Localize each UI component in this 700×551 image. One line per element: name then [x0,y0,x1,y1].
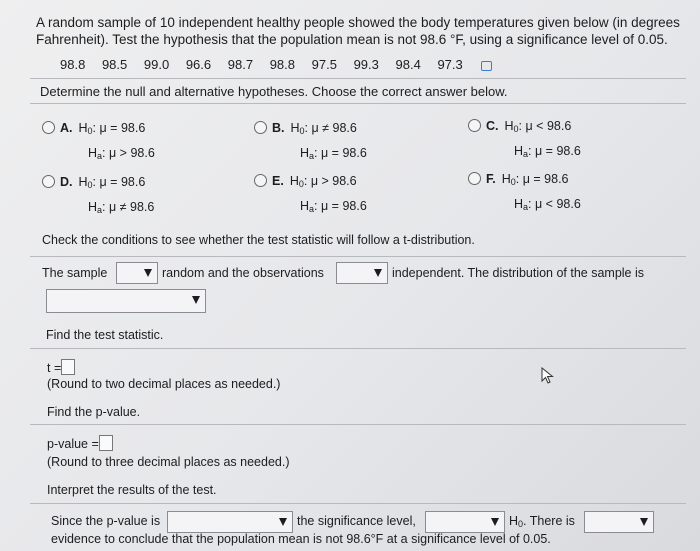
find-p-value: Find the p-value. [47,405,141,419]
conditions-text: Check the conditions to see whether the test statistic will follow a t-distribution. [42,233,475,247]
data-value: 98.7 [227,57,254,72]
triangle-down-icon [144,269,152,277]
divider [30,103,686,104]
option-e[interactable]: E. $H_0$: μ > 98.6 $H_a$: μ = 98.6 [254,170,367,220]
question-text: A random sample of 10 independent healthy people showed the body temperatures given below (in degrees Fahrenheit). Test the hypothesis that the population mean is not 98.6 °F, using a significance level of 0.05. [36,15,680,47]
round-three-note: (Round to three decimal places as needed.) [47,455,290,469]
data-value: 98.5 [101,57,128,72]
evidence-text: evidence to conclude that the population mean is not 98.6°F at a significance level of 0.05. [51,532,551,546]
round-two-note: (Round to two decimal places as needed.) [47,377,281,391]
p-compare-dropdown[interactable] [167,511,293,533]
triangle-down-icon [491,518,499,526]
mouse-pointer-icon [541,367,555,385]
divider [30,424,686,425]
p-answer-input[interactable] [99,435,113,451]
t-statistic-row: t = [47,359,75,375]
option-a[interactable]: A. $H_0$: μ = 98.6 $H_a$: μ > 98.6 [42,117,155,167]
radio-f[interactable] [468,172,481,185]
data-value: 97.5 [311,57,337,72]
copy-icon[interactable] [481,61,492,71]
h0-decision-dropdown[interactable] [425,511,505,533]
data-value: 99.3 [353,57,379,72]
option-f[interactable]: F. $H_0$: μ = 98.6 $H_a$: μ < 98.6 [468,168,581,218]
sample-pre: The sample [42,266,108,280]
data-value: 96.6 [185,57,212,72]
divider [30,348,686,349]
data-value: 98.8 [269,57,295,72]
data-values [60,57,502,72]
option-d[interactable]: D. $H_0$: μ = 98.6 $H_a$: μ ≠ 98.6 [42,171,154,221]
sample-mid: random and the observations [162,266,324,280]
triangle-down-icon [374,269,382,277]
triangle-down-icon [279,518,287,526]
find-test-statistic: Find the test statistic. [46,328,164,342]
p-value-row: p-value = [47,435,113,451]
choose-prompt: Determine the null and alternative hypotheses. Choose the correct answer below. [40,84,508,99]
option-b[interactable]: B. $H_0$: μ ≠ 98.6 $H_a$: μ = 98.6 [254,117,367,167]
data-value: 98.8 [60,57,86,72]
data-value: 99.0 [143,57,170,72]
t-answer-input[interactable] [61,359,75,375]
divider [30,256,686,257]
sample-random-dropdown[interactable] [116,262,158,284]
observations-dropdown[interactable] [336,262,388,284]
since-mid: the significance level, [297,514,416,528]
h0-there-is: $H_0$. There is [509,514,575,529]
data-value: 97.3 [437,57,463,72]
evidence-dropdown[interactable] [584,511,654,533]
triangle-down-icon [640,518,648,526]
divider [30,503,686,504]
interpret-text: Interpret the results of the test. [47,483,217,497]
divider [30,78,686,79]
triangle-down-icon [192,296,200,304]
distribution-dropdown[interactable] [46,289,206,313]
radio-b[interactable] [254,121,267,134]
data-value: 98.4 [395,57,421,72]
radio-c[interactable] [468,119,481,132]
option-c[interactable]: C. $H_0$: μ < 98.6 $H_a$: μ = 98.6 [468,115,581,165]
radio-d[interactable] [42,175,55,188]
radio-a[interactable] [42,121,55,134]
radio-e[interactable] [254,174,267,187]
sample-post: independent. The distribution of the sample is [392,266,645,280]
since-pre: Since the p-value is [51,514,161,528]
